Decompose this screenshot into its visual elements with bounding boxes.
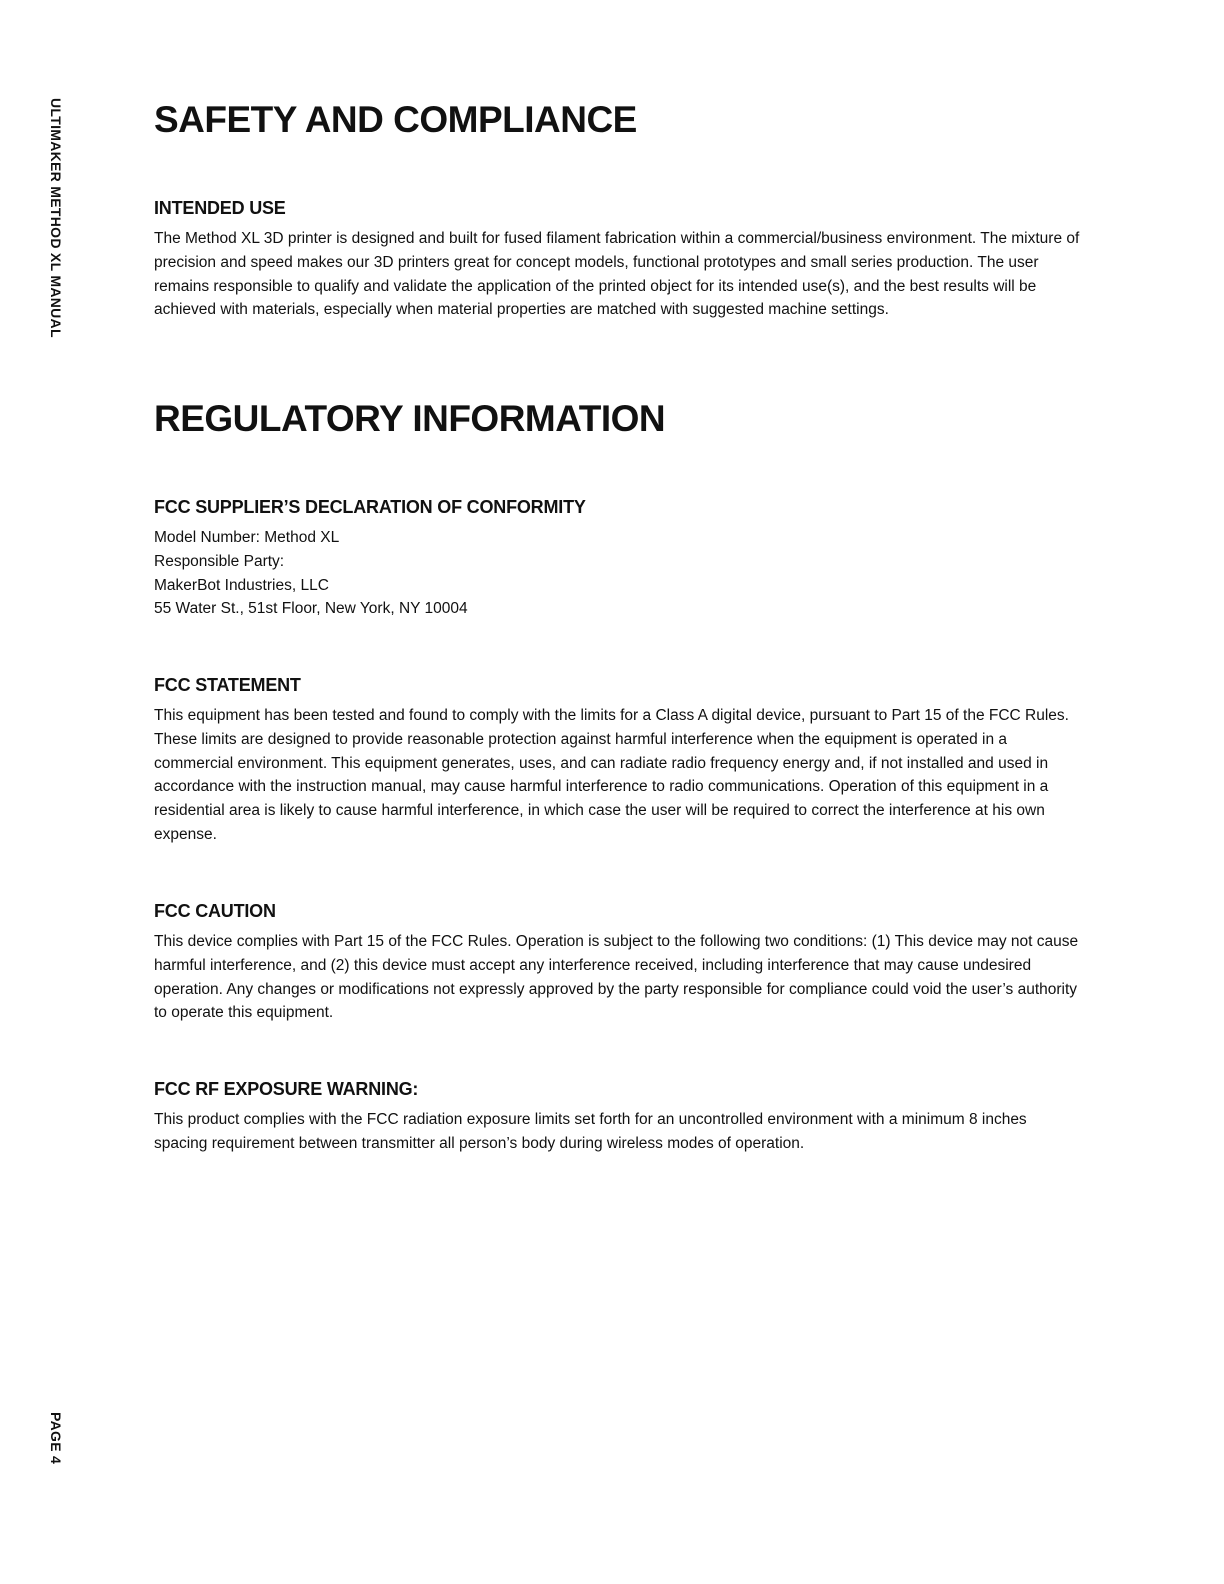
fcc-sdoc-section bbox=[154, 495, 1084, 621]
fcc-rf-exposure-body: This product complies with the FCC radiation exposure limits set forth for an uncontrolled environment with a minimum 8 inches spacing requirement between transmitter all person’s body during wireless modes of operation. bbox=[154, 1111, 1027, 1152]
regulatory-information-title: REGULATORY INFORMATION bbox=[154, 398, 666, 439]
fcc-caution-section bbox=[154, 899, 1084, 1025]
safety-compliance-title: SAFETY AND COMPLIANCE bbox=[154, 99, 637, 140]
fcc-statement-heading: FCC STATEMENT bbox=[154, 675, 301, 695]
fcc-caution-body: This device complies with Part 15 of the FCC Rules. Operation is subject to the following two conditions: (1) This device may not cause harmful interference, and (2) this device must accept any interference received, including interference that may cause undesired operation. Any changes or modifications not expressly approved by the party responsible for compliance could void the user’s authority to operate this equipment. bbox=[154, 933, 1079, 1022]
intended-use-heading: INTENDED USE bbox=[154, 198, 286, 218]
manual-title-vertical: ULTIMAKER METHOD XL MANUAL bbox=[48, 98, 64, 338]
intended-use-body: The Method XL 3D printer is designed and built for fused filament fabrication within a commercial/business environment. The mixture of precision and speed makes our 3D printers great for concept models, functional prototypes and small series production. The user remains responsible to qualify and validate the application of the printed object for its intended use(s), and the best results will be achieved with materials, especially when material properties are matched with suggested machine settings. bbox=[154, 230, 1080, 319]
fcc-rf-exposure-section bbox=[154, 1077, 1084, 1156]
model-number-line: Model Number: Method XL bbox=[154, 529, 340, 546]
intended-use-section bbox=[154, 196, 1084, 322]
fcc-statement-body: This equipment has been tested and found to comply with the limits for a Class A digital device, pursuant to Part 15 of the FCC Rules. These limits are designed to provide reasonable protection against harmful interference when the equipment is operated in a commercial environment. This equipment generates, uses, and can radiate radio frequency energy and, if not installed and used in accordance with the instruction manual, may cause harmful interference to radio communications. Operation of this equipment in a residential area is likely to cause harmful interference, in which case the user will be required to correct the interference at his own expense. bbox=[154, 707, 1069, 843]
address-line: 55 Water St., 51st Floor, New York, NY 10004 bbox=[154, 600, 468, 618]
page-number-vertical: PAGE 4 bbox=[48, 1412, 64, 1465]
responsible-party-line: Responsible Party: bbox=[154, 552, 285, 570]
company-name-line: MakerBot Industries, LLC bbox=[154, 576, 329, 594]
fcc-sdoc-heading: FCC SUPPLIER’S DECLARATION OF CONFORMITY bbox=[154, 497, 586, 517]
fcc-statement-section bbox=[154, 673, 1084, 847]
fcc-caution-heading: FCC CAUTION bbox=[154, 901, 276, 921]
fcc-rf-exposure-heading: FCC RF EXPOSURE WARNING: bbox=[154, 1079, 419, 1099]
